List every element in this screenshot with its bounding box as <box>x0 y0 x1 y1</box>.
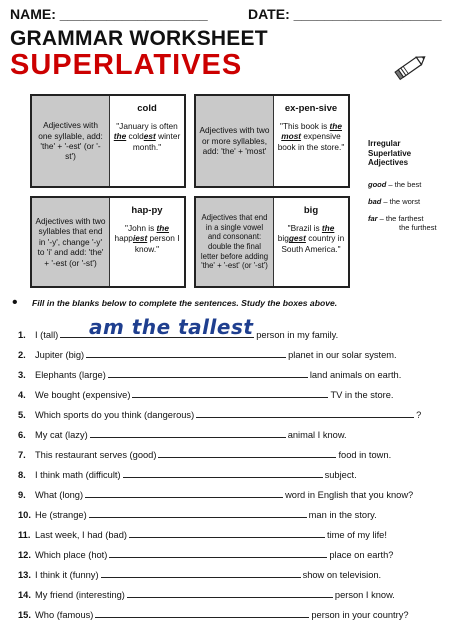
example-sentence: "January is often the coldest winter month." <box>113 120 181 152</box>
irregular-item: far – the farthest <box>368 214 424 223</box>
irregular-title: Irregular Superlative Adjectives <box>368 139 412 168</box>
answer-blank[interactable] <box>101 568 301 578</box>
instructions: Fill in the blanks below to complete the sentences. Study the boxes above. <box>32 298 338 308</box>
rule-text: Adjectives with two or more syllables, add: 'the' + 'most' <box>196 96 274 186</box>
rule-text: Adjectives with two syllables that end in '-y', change '-y' to 'i' and add: 'the' + '-est (or '-st') <box>32 198 110 286</box>
rule-text: Adjectives with one syllable, add: 'the' + '-est' (or '-st') <box>32 96 110 186</box>
sentence-row: 3. Elephants (large) land animals on earth. <box>18 370 402 380</box>
sentence-row: 8. I think math (difficult) subject. <box>18 470 357 480</box>
sentence-row: 13. I think it (funny) show on television. <box>18 570 382 580</box>
rule-box-ending-in-y <box>30 196 186 288</box>
answer-blank[interactable] <box>132 388 328 398</box>
rule-box-double-consonant <box>194 196 350 288</box>
sentence-row: 11. Last week, I had (bad) time of my life! <box>18 530 387 540</box>
irregular-item: bad – the worst <box>368 197 421 206</box>
sentence-row: 15. Who (famous) person in your country? <box>18 610 409 620</box>
pencil-icon <box>393 52 429 82</box>
answer-blank[interactable] <box>85 488 283 498</box>
example-word: hap-py <box>131 205 163 216</box>
sentence-row: 14. My friend (interesting) person I know. <box>18 590 395 600</box>
sentence-row: 6. My cat (lazy) animal I know. <box>18 430 347 440</box>
rule-text: Adjectives that end in a single vowel and consonant: double the final letter before adding 'the' + '-est' (or '-st') <box>196 198 274 286</box>
example-word: ex-pen-sive <box>284 103 338 114</box>
sentence-row: 2. Jupiter (big) planet in our solar system. <box>18 350 397 360</box>
example-sentence: "John is the happiest person I know." <box>114 222 180 254</box>
answer-blank[interactable] <box>60 328 254 338</box>
rule-box-one-syllable <box>30 94 186 188</box>
answer-blank[interactable] <box>196 408 414 418</box>
sentence-row: 4. We bought (expensive) TV in the store. <box>18 390 394 400</box>
worksheet-title: GRAMMAR WORKSHEET <box>10 27 268 50</box>
sentence-row: 1. I (tall) person in my family. <box>18 330 339 340</box>
sentence-row: 9. What (long) word in English that you know? <box>18 490 414 500</box>
handwritten-answer: am the tallest <box>89 315 254 339</box>
date-label: DATE: ___________________ <box>248 6 442 22</box>
example-word: big <box>303 205 319 216</box>
rule-box-two-or-more-syllables <box>194 94 350 188</box>
answer-blank[interactable] <box>89 508 307 518</box>
answer-blank[interactable] <box>158 448 336 458</box>
answer-blank[interactable] <box>129 528 325 538</box>
answer-blank[interactable] <box>86 348 286 358</box>
sentence-row: 10. He (strange) man in the story. <box>18 510 377 520</box>
answer-blank[interactable] <box>123 468 323 478</box>
sentence-row: 12. Which place (hot) place on earth? <box>18 550 394 560</box>
answer-blank[interactable] <box>127 588 333 598</box>
name-label: NAME: ___________________ <box>10 6 208 22</box>
answer-blank[interactable] <box>90 428 286 438</box>
answer-blank[interactable] <box>95 608 309 618</box>
example-sentence: "Brazil is the biggest country in South America." <box>277 222 345 254</box>
answer-blank[interactable] <box>108 368 308 378</box>
example-sentence: "This book is the most expensive book in the store." <box>277 120 345 152</box>
sentence-row: 7. This restaurant serves (good) food in town. <box>18 450 392 460</box>
bullet-icon: • <box>12 294 18 311</box>
worksheet-subtitle: SUPERLATIVES <box>10 49 243 81</box>
answer-blank[interactable] <box>109 548 327 558</box>
irregular-item-extra: the furthest <box>399 223 437 232</box>
example-word: cold <box>137 103 157 114</box>
irregular-item: good – the best <box>368 180 422 189</box>
sentence-row: 5. Which sports do you think (dangerous) ? <box>18 410 422 420</box>
